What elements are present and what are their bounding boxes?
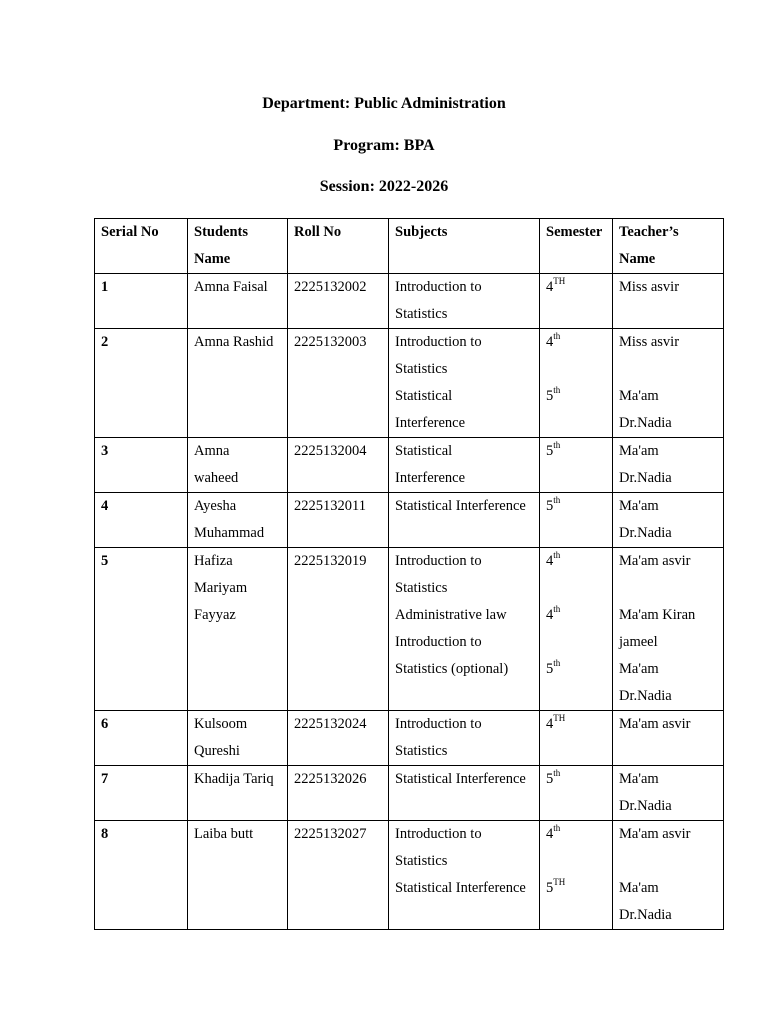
column-header-serial: Serial No (95, 219, 188, 274)
teacher-line: Dr.Nadia (619, 798, 672, 814)
serial-number: 8 (101, 826, 109, 842)
name-line: Amna (194, 443, 230, 459)
semester-value (546, 329, 607, 356)
name-line: Laiba butt (194, 826, 254, 842)
teacher-line: Ma'am asvir (619, 553, 691, 569)
student-name-cell (188, 274, 288, 329)
semester-value (546, 683, 607, 710)
teacher-line: Ma'am (619, 880, 659, 896)
semester-value (546, 465, 607, 492)
name-line (194, 683, 282, 710)
subjects-line: Statistics (395, 580, 448, 596)
name-line (194, 356, 282, 383)
subjects-cell (389, 766, 540, 821)
semester-value (546, 738, 607, 765)
table-row (95, 493, 724, 548)
semester-value (546, 383, 607, 410)
serial-number: 5 (101, 553, 109, 569)
semester-cell (540, 548, 613, 711)
subjects-line: Introduction to (395, 716, 482, 732)
semester-ordinal-suffix: th (553, 331, 561, 341)
column-header-subjects: Subjects (389, 219, 540, 274)
name-line (194, 875, 282, 902)
subjects-line: Introduction to (395, 279, 482, 295)
name-line (194, 793, 282, 820)
semester-number: 5 (546, 880, 554, 896)
name-line (194, 383, 282, 410)
subjects-line (395, 683, 534, 710)
teacher-line: Miss asvir (619, 334, 680, 350)
name-line (194, 902, 282, 929)
roll-number: 2225132002 (294, 279, 367, 295)
subjects-line (395, 902, 534, 929)
name-line (194, 410, 282, 437)
subjects-line: Statistical Interference (395, 880, 526, 896)
student-name-cell (188, 438, 288, 493)
subjects-line: Introduction to (395, 826, 482, 842)
serial-number: 4 (101, 498, 109, 514)
subjects-line (395, 520, 534, 547)
semester-number: 5 (546, 771, 554, 787)
semester-number: 4 (546, 334, 554, 350)
name-line (194, 656, 282, 683)
name-line: Fayyaz (194, 607, 236, 623)
serial-number: 1 (101, 279, 109, 295)
subjects-line: Statistical (395, 443, 453, 459)
semester-ordinal-suffix: th (553, 768, 561, 778)
roll-no-cell (288, 438, 389, 493)
table-header-row (95, 219, 724, 274)
teacher-line: Ma'am (619, 661, 659, 677)
roll-no-cell (288, 329, 389, 438)
table-row (95, 548, 724, 711)
semester-cell (540, 493, 613, 548)
column-header-teachers-name: Teacher’s Name (613, 219, 724, 274)
table-row (95, 766, 724, 821)
semester-cell (540, 274, 613, 329)
teacher-name-cell (613, 548, 724, 711)
semester-cell (540, 711, 613, 766)
semester-value (546, 793, 607, 820)
teacher-line (619, 301, 718, 328)
teacher-line: Ma'am (619, 498, 659, 514)
column-header-students-name: Students Name (188, 219, 288, 274)
serial-cell (95, 766, 188, 821)
teacher-line: Dr.Nadia (619, 688, 672, 704)
semester-number: 4 (546, 279, 554, 295)
teacher-name-cell (613, 821, 724, 930)
semester-cell (540, 329, 613, 438)
roll-no-cell (288, 821, 389, 930)
semester-value (546, 602, 607, 629)
serial-cell (95, 329, 188, 438)
semester-value (546, 902, 607, 929)
teacher-line: Dr.Nadia (619, 415, 672, 431)
table-row (95, 274, 724, 329)
name-line: Amna Faisal (194, 279, 268, 295)
roll-number: 2225132027 (294, 826, 367, 842)
teacher-line (619, 738, 718, 765)
student-name-cell (188, 493, 288, 548)
roll-no-cell (288, 274, 389, 329)
subjects-line: Introduction to (395, 334, 482, 350)
semester-value (546, 274, 607, 301)
semester-value (546, 656, 607, 683)
serial-cell (95, 548, 188, 711)
subjects-line: Introduction to (395, 634, 482, 650)
subjects-cell (389, 821, 540, 930)
semester-value (546, 875, 607, 902)
student-roster-table (94, 218, 724, 930)
teacher-line: Dr.Nadia (619, 470, 672, 486)
serial-number: 2 (101, 334, 109, 350)
student-name-cell (188, 329, 288, 438)
semester-number: 4 (546, 716, 554, 732)
semester-ordinal-suffix: th (553, 440, 561, 450)
semester-cell (540, 438, 613, 493)
name-line: Kulsoom (194, 716, 248, 732)
serial-cell (95, 274, 188, 329)
roll-no-cell (288, 766, 389, 821)
subjects-cell (389, 493, 540, 548)
roll-number: 2225132003 (294, 334, 367, 350)
subjects-line: Statistics (395, 853, 448, 869)
serial-number: 6 (101, 716, 109, 732)
roll-number: 2225132019 (294, 553, 367, 569)
semester-value (546, 766, 607, 793)
teacher-line: Ma'am asvir (619, 716, 691, 732)
subjects-line: Introduction to (395, 553, 482, 569)
teacher-line: Ma'am (619, 443, 659, 459)
teacher-line: Dr.Nadia (619, 907, 672, 923)
teacher-name-cell (613, 711, 724, 766)
roll-number: 2225132004 (294, 443, 367, 459)
subjects-line: Interference (395, 470, 466, 486)
teacher-line: jameel (619, 634, 658, 650)
semester-number: 5 (546, 661, 554, 677)
semester-ordinal-suffix: th (553, 550, 561, 560)
name-line: Hafiza (194, 553, 233, 569)
roll-number: 2225132026 (294, 771, 367, 787)
serial-number: 3 (101, 443, 109, 459)
table-row (95, 329, 724, 438)
semester-value (546, 575, 607, 602)
name-line (194, 301, 282, 328)
subjects-line: Statistical (395, 388, 453, 404)
teacher-name-cell (613, 329, 724, 438)
student-name-cell (188, 548, 288, 711)
roll-no-cell (288, 548, 389, 711)
semester-ordinal-suffix: th (553, 658, 561, 668)
subjects-cell (389, 438, 540, 493)
student-name-cell (188, 821, 288, 930)
semester-number: 5 (546, 388, 554, 404)
semester-ordinal-suffix: TH (553, 877, 566, 887)
semester-ordinal-suffix: TH (553, 276, 566, 286)
teacher-line: Dr.Nadia (619, 525, 672, 541)
teacher-name-cell (613, 493, 724, 548)
serial-cell (95, 821, 188, 930)
semester-number: 5 (546, 443, 554, 459)
semester-number: 4 (546, 607, 554, 623)
name-line: waheed (194, 470, 239, 486)
subjects-line: Administrative law (395, 607, 507, 623)
semester-ordinal-suffix: TH (553, 713, 566, 723)
teacher-line (619, 848, 718, 875)
subjects-cell (389, 711, 540, 766)
table-body (95, 274, 724, 930)
semester-cell (540, 766, 613, 821)
table-row (95, 821, 724, 930)
subjects-line: Statistical Interference (395, 498, 526, 514)
subjects-line: Statistics (395, 306, 448, 322)
subjects-line: Statistics (395, 743, 448, 759)
department-heading: Department: Public Administration (262, 95, 506, 112)
serial-cell (95, 711, 188, 766)
teacher-name-cell (613, 274, 724, 329)
column-header-semester: Semester (540, 219, 613, 274)
teacher-line (619, 356, 718, 383)
teacher-line: Ma'am (619, 388, 659, 404)
semester-value (546, 629, 607, 656)
student-name-cell (188, 766, 288, 821)
semester-value (546, 438, 607, 465)
table-row (95, 711, 724, 766)
name-line: Muhammad (194, 525, 265, 541)
semester-ordinal-suffix: th (553, 385, 561, 395)
subjects-line: Statistical Interference (395, 771, 526, 787)
teacher-line (619, 575, 718, 602)
subjects-cell (389, 274, 540, 329)
name-line: Amna Rashid (194, 334, 274, 350)
roll-number: 2225132011 (294, 498, 366, 514)
semester-value (546, 821, 607, 848)
semester-value (546, 848, 607, 875)
semester-ordinal-suffix: th (553, 823, 561, 833)
student-name-cell (188, 711, 288, 766)
name-line (194, 629, 282, 656)
name-line: Qureshi (194, 743, 240, 759)
session-heading: Session: 2022-2026 (319, 178, 449, 195)
teacher-name-cell (613, 766, 724, 821)
semester-value (546, 301, 607, 328)
semester-value (546, 493, 607, 520)
semester-value (546, 410, 607, 437)
teacher-line: Ma'am (619, 771, 659, 787)
subjects-line: Statistics (395, 361, 448, 377)
teacher-line: Ma'am asvir (619, 826, 691, 842)
semester-value (546, 711, 607, 738)
teacher-line: Miss asvir (619, 279, 680, 295)
semester-number: 4 (546, 826, 554, 842)
column-header-roll-no: Roll No (288, 219, 389, 274)
semester-ordinal-suffix: th (553, 604, 561, 614)
semester-value (546, 548, 607, 575)
name-line: Mariyam (194, 580, 248, 596)
subjects-line: Statistics (optional) (395, 661, 509, 677)
program-heading: Program: BPA (333, 137, 435, 154)
subjects-cell (389, 329, 540, 438)
name-line: Ayesha (194, 498, 237, 514)
semester-number: 5 (546, 498, 554, 514)
serial-number: 7 (101, 771, 109, 787)
roll-no-cell (288, 711, 389, 766)
serial-cell (95, 493, 188, 548)
semester-ordinal-suffix: th (553, 495, 561, 505)
roll-no-cell (288, 493, 389, 548)
subjects-line (395, 793, 534, 820)
semester-number: 4 (546, 553, 554, 569)
teacher-name-cell (613, 438, 724, 493)
serial-cell (95, 438, 188, 493)
roll-number: 2225132024 (294, 716, 367, 732)
semester-cell (540, 821, 613, 930)
teacher-line: Ma'am Kiran (619, 607, 696, 623)
semester-value (546, 356, 607, 383)
subjects-line: Interference (395, 415, 466, 431)
name-line (194, 848, 282, 875)
semester-value (546, 520, 607, 547)
name-line: Khadija Tariq (194, 771, 274, 787)
table-row (95, 438, 724, 493)
subjects-cell (389, 548, 540, 711)
